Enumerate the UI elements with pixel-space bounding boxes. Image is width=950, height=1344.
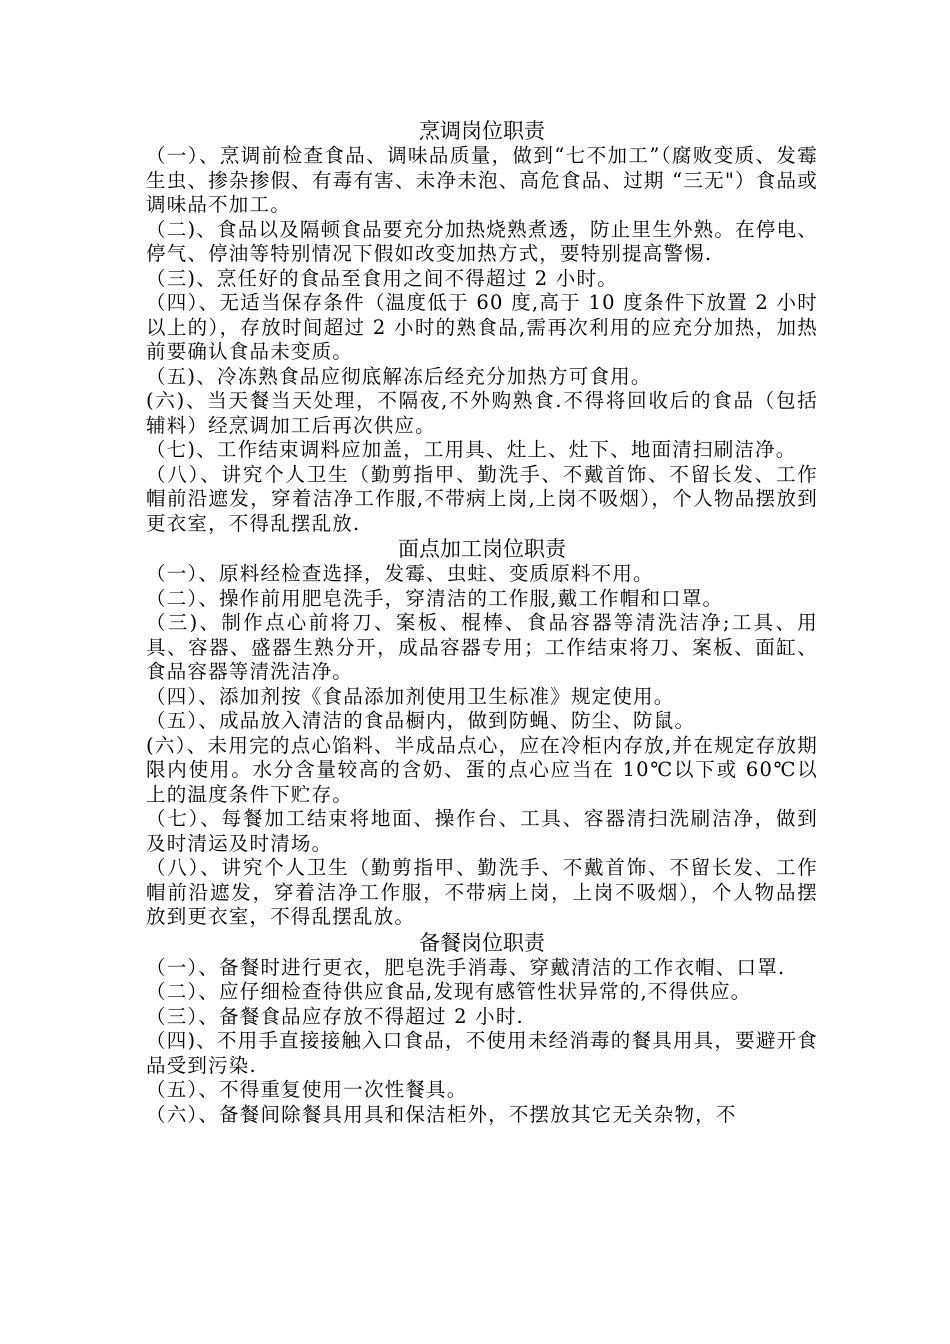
duty-item: (六）、未用完的点心馅料、半成品点心，应在冷柜内存放,并在规定存放期限内使用。水分含量较高的含奶、蛋的点心应当在 10℃以下或 60℃以上的温度条件下贮存。 — [146, 733, 818, 806]
section-serving-prep — [146, 930, 818, 1128]
duty-item: （三)、制作点心前将刀、案板、棍棒、食品容器等清洗洁净;工具、用具、容器、盛器生熟分开，成品容器专用；工作结束将刀、案板、面缸、食品容器等清洗洁净。 — [146, 611, 818, 683]
duty-item: （一）、烹调前检查食品、调味品质量，做到“七不加工”（腐败变质、发霉生虫、掺杂掺假、有毒有害、未净未泡、高危食品、过期 “三无"）食品或调味品不加工。 — [146, 144, 818, 216]
document-page — [146, 118, 818, 1127]
duty-item: （五）、成品放入清洁的食品橱内，做到防蝇、防尘、防鼠。 — [146, 709, 696, 732]
duty-item: （四）、无适当保存条件（温度低于 60 度,高于 10 度条件下放置 2 小时以上的），存放时间超过 2 小时的熟食品,需再次利用的应充分加热，加热前要确认食品未变质。 — [146, 291, 818, 363]
duty-item: （四)、不用手直接接触入口食品，不使用未经消毒的餐具用具，要避开食品受到污染. — [146, 1029, 818, 1077]
section-title: 烹调岗位职责 — [419, 119, 545, 143]
section-pastry — [146, 536, 818, 930]
section-title: 备餐岗位职责 — [419, 930, 545, 955]
duty-item: （五)、冷冻熟食品应彻底解冻后经充分加热方可食用。 — [146, 364, 652, 388]
duty-item: （五）、不得重复使用一次性餐具。 — [146, 1078, 468, 1101]
duty-item: (六)、当天餐当天处理，不隔夜,不外购熟食.不得将回收后的食品（包括辅料）经烹调加工后再次供应。 — [146, 389, 818, 437]
duty-item: （二）、应仔细检查待供应食品,发现有感管性状异常的,不得供应。 — [146, 980, 752, 1003]
duty-item: （八）、讲究个人卫生（勤剪指甲、勤洗手、不戴首饰、不留长发、工作帽前沿遮发，穿着洁净工作服,不带病上岗,上岗不吸烟），个人物品摆放到更衣室，不得乱摆乱放. — [146, 462, 818, 535]
section-cooking — [146, 118, 818, 536]
duty-item: （二)、食品以及隔顿食品要充分加热烧熟煮透，防止里生外熟。在停电、停气、停油等特别情况下假如改变加热方式，要特别提高警惕. — [146, 217, 818, 265]
duty-item: （三)、烹任好的食品至食用之间不得超过 2 小时。 — [146, 266, 618, 290]
duty-item: （四）、添加剂按《食品添加剂使用卫生标准》规定使用。 — [146, 684, 675, 708]
duty-item: （三）、备餐食品应存放不得超过 2 小时. — [146, 1004, 524, 1028]
duty-item: （一）、备餐时进行更衣，肥皂洗手消毒、穿戴清洁的工作衣帽、口罩. — [146, 955, 786, 979]
duty-item: （七)、工作结束调料应加盖，工用具、灶上、灶下、地面清扫刷洁净。 — [146, 438, 797, 461]
duty-item: （七）、每餐加工结束将地面、操作台、工具、容器清扫洗刷洁净，做到及时清运及时清场。 — [146, 807, 818, 855]
section-title: 面点加工岗位职责 — [398, 537, 566, 561]
duty-item: （六）、备餐间除餐具用具和保洁柜外，不摆放其它无关杂物，不 — [146, 1102, 737, 1126]
duty-item: （二）、操作前用肥皂洗手，穿清洁的工作服,戴工作帽和口罩。 — [146, 586, 724, 610]
duty-item: （八）、讲究个人卫生（勤剪指甲、勤洗手、不戴首饰、不留长发、工作帽前沿遮发，穿着洁净工作服，不带病上岗，上岗不吸烟），个人物品摆放到更衣室，不得乱摆乱放。 — [146, 856, 818, 928]
duty-item: （一）、原料经检查选择，发霉、虫蛀、变质原料不用。 — [146, 562, 654, 585]
